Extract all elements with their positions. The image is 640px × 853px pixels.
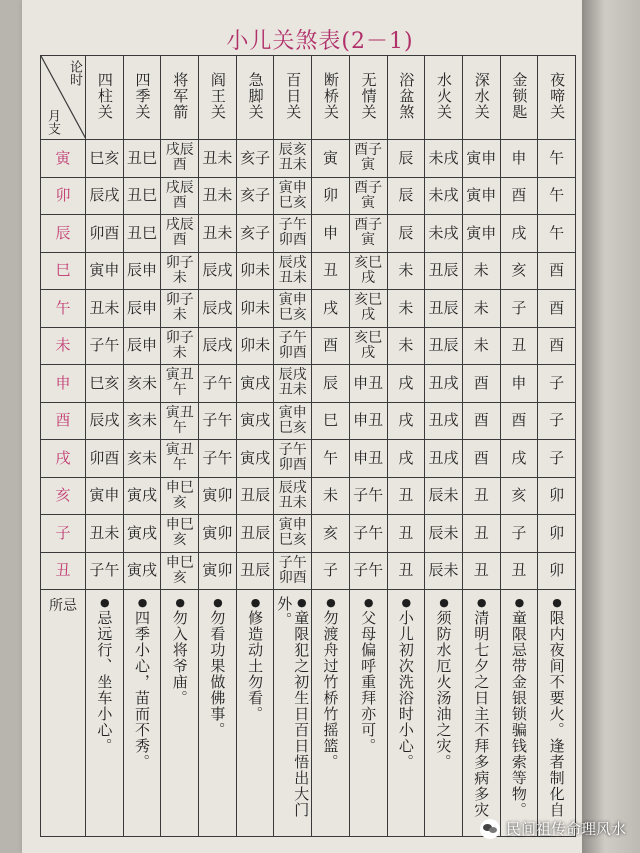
note-text <box>435 596 453 826</box>
month-branch: 未 <box>41 327 86 365</box>
table-cell: 酉子寅 <box>349 140 387 178</box>
table-cell: 亥未 <box>123 440 161 478</box>
table-row <box>41 177 576 215</box>
note-content: 四季小心，苗而不秀。 <box>133 610 152 770</box>
note-cell <box>199 590 237 837</box>
table-row <box>41 365 576 403</box>
note-cell <box>500 590 538 837</box>
table-cell: 丑 <box>462 515 500 553</box>
note-content: 勿渡舟过竹桥竹摇篮。 <box>321 610 340 770</box>
table-cell: 酉子寅 <box>349 215 387 253</box>
table-cell: 丑 <box>500 327 538 365</box>
table-cell: 丑巳 <box>123 140 161 178</box>
table-cell: 寅戌 <box>236 402 274 440</box>
table-cell: 寅申巳亥 <box>274 290 312 328</box>
table-cell: 午 <box>538 177 576 215</box>
table-cell: 未 <box>462 252 500 290</box>
table-cell: 未 <box>387 290 425 328</box>
month-branch: 午 <box>41 290 86 328</box>
table-cell: 戌 <box>500 215 538 253</box>
note-text <box>95 596 113 826</box>
table-cell: 子午 <box>199 440 237 478</box>
table-cell: 辰申 <box>123 327 161 365</box>
table-cell: 子午 <box>349 477 387 515</box>
table-cell: 子午卯酉 <box>274 215 312 253</box>
table-cell: 申巳亥 <box>161 552 199 590</box>
page-edge <box>582 0 640 853</box>
month-branch: 丑 <box>41 552 86 590</box>
column-header <box>349 56 387 140</box>
table-cell: 巳 <box>312 402 350 440</box>
table-cell: 寅丑午 <box>161 440 199 478</box>
table-cell: 酉 <box>500 177 538 215</box>
table-row <box>41 327 576 365</box>
table-cell: 子午 <box>349 515 387 553</box>
table-cell: 丑 <box>387 477 425 515</box>
table-cell: 子 <box>312 552 350 590</box>
table-cell: 丑巳 <box>123 177 161 215</box>
table-cell: 丑辰 <box>425 327 463 365</box>
column-header <box>425 56 463 140</box>
bullet-icon: ● <box>550 596 564 610</box>
column-header-label: 将军箭 <box>171 71 190 120</box>
bullet-icon: ● <box>437 596 451 610</box>
table-cell: 子 <box>538 365 576 403</box>
table-cell: 申 <box>500 365 538 403</box>
watermark <box>480 818 626 839</box>
table-cell: 戌 <box>387 365 425 403</box>
table-cell: 子午 <box>199 402 237 440</box>
table-cell: 亥未 <box>123 365 161 403</box>
month-branch: 酉 <box>41 402 86 440</box>
column-header-label: 水火关 <box>435 71 454 120</box>
month-branch: 寅 <box>41 140 86 178</box>
table-row <box>41 402 576 440</box>
note-content: 限内夜间不要火。逢者制化自 <box>547 610 566 818</box>
bullet-icon: ● <box>98 596 112 610</box>
table-cell: 申丑 <box>349 440 387 478</box>
column-header <box>199 56 237 140</box>
table-cell: 丑戌 <box>425 402 463 440</box>
table-cell: 未戌 <box>425 140 463 178</box>
column-header-label: 阎王关 <box>208 71 227 120</box>
table-cell: 辰戌丑未 <box>274 477 312 515</box>
table-cell: 寅丑午 <box>161 402 199 440</box>
table-cell: 午 <box>538 140 576 178</box>
note-cell <box>387 590 425 837</box>
table-cell: 辰 <box>387 177 425 215</box>
bullet-icon: ● <box>399 596 413 610</box>
column-header <box>312 56 350 140</box>
table-cell: 亥未 <box>123 402 161 440</box>
table-cell: 辰戌 <box>199 290 237 328</box>
table-cell: 酉子寅 <box>349 177 387 215</box>
bullet-icon: ● <box>512 596 526 610</box>
table-cell: 丑未 <box>86 290 124 328</box>
note-text <box>246 596 264 826</box>
bullet-icon: ● <box>475 596 489 610</box>
table-cell: 申巳亥 <box>161 477 199 515</box>
table-cell: 辰申 <box>123 290 161 328</box>
column-header <box>86 56 124 140</box>
table-cell: 亥 <box>312 515 350 553</box>
month-branch: 戌 <box>41 440 86 478</box>
column-header <box>500 56 538 140</box>
table-cell: 酉 <box>462 402 500 440</box>
table-cell: 卯子未 <box>161 252 199 290</box>
table-cell: 酉 <box>500 402 538 440</box>
note-content: 小儿初次洗浴时小心。 <box>396 610 415 770</box>
table-cell: 辰戌丑未 <box>274 365 312 403</box>
watermark-text: 民间祖传命理风水 <box>505 820 626 838</box>
bullet-icon: ● <box>211 596 225 610</box>
table-cell: 戌辰酉 <box>161 177 199 215</box>
wechat-icon <box>480 819 500 839</box>
bullet-icon: ● <box>295 596 309 610</box>
table-cell: 巳亥 <box>86 365 124 403</box>
column-header-label: 四季关 <box>133 71 152 120</box>
table-row <box>41 252 576 290</box>
table-cell: 丑巳 <box>123 215 161 253</box>
note-text <box>133 596 151 826</box>
table-cell: 戌 <box>500 440 538 478</box>
table-cell: 丑 <box>500 552 538 590</box>
table-cell: 辰申 <box>123 252 161 290</box>
month-branch: 巳 <box>41 252 86 290</box>
column-header-label: 百日关 <box>284 71 303 120</box>
note-cell <box>86 590 124 837</box>
column-header <box>462 56 500 140</box>
table-cell: 酉 <box>538 290 576 328</box>
table-cell: 寅申 <box>86 477 124 515</box>
table-cell: 子 <box>538 440 576 478</box>
column-header <box>274 56 312 140</box>
note-cell <box>425 590 463 837</box>
column-header-label: 金锁匙 <box>510 71 529 120</box>
table-cell: 酉 <box>462 440 500 478</box>
note-text <box>397 596 415 826</box>
table-cell: 酉 <box>538 252 576 290</box>
note-text <box>321 596 339 826</box>
column-header-label: 无情关 <box>359 71 378 120</box>
bullet-icon: ● <box>362 596 376 610</box>
table-cell: 子午 <box>199 365 237 403</box>
note-text <box>171 596 189 826</box>
table-row <box>41 552 576 590</box>
note-text <box>208 596 226 826</box>
table-cell: 辰未 <box>425 477 463 515</box>
table-cell: 未 <box>387 327 425 365</box>
table-cell: 未 <box>462 327 500 365</box>
corner-top-label: 论时 <box>67 60 82 86</box>
table-cell: 丑未 <box>86 515 124 553</box>
column-header-label: 深水关 <box>472 71 491 120</box>
table-cell: 辰亥丑未 <box>274 140 312 178</box>
column-header <box>236 56 274 140</box>
notes-label: 所忌 <box>41 590 86 837</box>
table-cell: 寅申 <box>462 140 500 178</box>
note-cell <box>274 590 312 837</box>
table-cell: 未戌 <box>425 177 463 215</box>
table-row <box>41 515 576 553</box>
table-cell: 酉 <box>462 365 500 403</box>
table-row <box>41 477 576 515</box>
table-cell: 辰戌 <box>86 177 124 215</box>
table-cell: 辰 <box>387 215 425 253</box>
table-cell: 寅申 <box>462 177 500 215</box>
bullet-icon: ● <box>249 596 263 610</box>
table-cell: 戌 <box>387 440 425 478</box>
column-header <box>387 56 425 140</box>
table-cell: 丑 <box>462 477 500 515</box>
month-branch: 卯 <box>41 177 86 215</box>
table-cell: 未 <box>312 477 350 515</box>
table-cell: 未 <box>462 290 500 328</box>
table-cell: 戌辰酉 <box>161 215 199 253</box>
table-cell: 亥巳戌 <box>349 252 387 290</box>
note-text <box>472 596 490 826</box>
column-header <box>161 56 199 140</box>
note-text <box>548 596 566 826</box>
corner-bottom-label: 月支 <box>45 109 60 135</box>
table-cell: 辰未 <box>425 552 463 590</box>
table-cell: 卯子未 <box>161 290 199 328</box>
table-cell: 丑辰 <box>425 290 463 328</box>
table-title: 小儿关煞表(2－1) <box>226 29 414 54</box>
table-cell: 午 <box>312 440 350 478</box>
table-cell: 子 <box>538 402 576 440</box>
table-cell: 酉 <box>312 327 350 365</box>
table-cell: 寅戌 <box>123 515 161 553</box>
table-cell: 丑 <box>312 252 350 290</box>
table-cell: 子午卯酉 <box>274 440 312 478</box>
table-cell: 丑辰 <box>236 515 274 553</box>
note-cell <box>462 590 500 837</box>
table-cell: 亥子 <box>236 215 274 253</box>
table-cell: 申巳亥 <box>161 515 199 553</box>
table-cell: 寅申巳亥 <box>274 515 312 553</box>
table-cell: 寅申 <box>86 252 124 290</box>
table-cell: 卯酉 <box>86 440 124 478</box>
table-cell: 寅申巳亥 <box>274 402 312 440</box>
table-cell: 子午卯酉 <box>274 552 312 590</box>
note-cell <box>236 590 274 837</box>
table-cell: 丑 <box>387 515 425 553</box>
table-cell: 卯未 <box>236 252 274 290</box>
table-cell: 寅戌 <box>123 552 161 590</box>
table-cell: 寅卯 <box>199 515 237 553</box>
header-row <box>41 56 576 140</box>
table-cell: 寅卯 <box>199 477 237 515</box>
note-content: 勿看功果做佛事。 <box>208 610 227 738</box>
table-cell: 申 <box>312 215 350 253</box>
month-branch: 申 <box>41 365 86 403</box>
table-row <box>41 440 576 478</box>
table-cell: 卯 <box>312 177 350 215</box>
table-cell: 寅戌 <box>123 477 161 515</box>
note-content: 父母偏呼重拜亦可。 <box>359 610 378 754</box>
column-header-label: 四柱关 <box>95 71 114 120</box>
table-cell: 卯 <box>538 515 576 553</box>
table-cell: 辰戌丑未 <box>274 252 312 290</box>
notes-row <box>41 590 576 837</box>
bullet-icon: ● <box>173 596 187 610</box>
table-cell: 辰 <box>312 365 350 403</box>
note-text <box>359 596 377 826</box>
table-cell: 辰戌 <box>199 327 237 365</box>
table-cell: 丑 <box>387 552 425 590</box>
table-cell: 戌 <box>312 290 350 328</box>
table-cell: 子午 <box>86 552 124 590</box>
table-cell: 卯子未 <box>161 327 199 365</box>
table-cell: 辰未 <box>425 515 463 553</box>
note-cell <box>312 590 350 837</box>
table-cell: 辰戌 <box>199 252 237 290</box>
table-cell: 寅戌 <box>236 440 274 478</box>
note-content: 童限犯之初生日百日悟出大门外。 <box>275 596 311 818</box>
column-header-label: 急脚关 <box>246 71 265 120</box>
table-cell: 寅 <box>312 140 350 178</box>
table-cell: 寅丑午 <box>161 365 199 403</box>
table-cell: 酉 <box>538 327 576 365</box>
note-content: 修造动土勿看。 <box>246 610 265 722</box>
table-cell: 戌 <box>387 402 425 440</box>
table-cell: 丑辰 <box>425 252 463 290</box>
column-header <box>123 56 161 140</box>
table-cell: 丑戌 <box>425 365 463 403</box>
table-cell: 申 <box>500 140 538 178</box>
table-cell: 寅戌 <box>236 365 274 403</box>
table-cell: 丑辰 <box>236 477 274 515</box>
table-cell: 申丑 <box>349 402 387 440</box>
month-branch: 子 <box>41 515 86 553</box>
corner-cell <box>41 56 86 140</box>
note-content: 童限忌带金银锁骗钱索等物。 <box>509 610 528 818</box>
table-cell: 寅申巳亥 <box>274 177 312 215</box>
table-cell: 卯 <box>538 552 576 590</box>
note-content: 忌远行、坐车小心。 <box>95 610 114 754</box>
table-cell: 亥 <box>500 477 538 515</box>
note-content: 勿入将爷庙。 <box>170 610 189 706</box>
table-cell: 未 <box>387 252 425 290</box>
table-cell: 卯 <box>538 477 576 515</box>
table-cell: 丑辰 <box>236 552 274 590</box>
column-header-label: 断桥关 <box>321 71 340 120</box>
bullet-icon: ● <box>324 596 338 610</box>
table-cell: 午 <box>538 215 576 253</box>
table-cell: 寅申 <box>462 215 500 253</box>
table-cell: 子午卯酉 <box>274 327 312 365</box>
table-cell: 戌辰酉 <box>161 140 199 178</box>
note-cell <box>161 590 199 837</box>
table-cell: 子午 <box>349 552 387 590</box>
bullet-icon: ● <box>136 596 150 610</box>
table-cell: 亥巳戌 <box>349 327 387 365</box>
note-text <box>510 596 528 826</box>
table-cell: 子 <box>500 290 538 328</box>
column-header-label: 夜啼关 <box>548 71 567 120</box>
column-header-label: 浴盆煞 <box>397 71 416 120</box>
table-cell: 辰戌 <box>86 402 124 440</box>
table-row <box>41 140 576 178</box>
table-cell: 丑戌 <box>425 440 463 478</box>
month-branch: 亥 <box>41 477 86 515</box>
table-cell: 巳亥 <box>86 140 124 178</box>
month-branch: 辰 <box>41 215 86 253</box>
note-cell <box>349 590 387 837</box>
table-cell: 亥子 <box>236 140 274 178</box>
table-cell: 丑 <box>462 552 500 590</box>
table-cell: 卯未 <box>236 327 274 365</box>
table-cell: 未戌 <box>425 215 463 253</box>
table-cell: 子午 <box>86 327 124 365</box>
table-cell: 亥子 <box>236 177 274 215</box>
table-cell: 卯未 <box>236 290 274 328</box>
table-cell: 寅卯 <box>199 552 237 590</box>
table-cell: 卯酉 <box>86 215 124 253</box>
note-cell <box>538 590 576 837</box>
table-cell: 丑未 <box>199 215 237 253</box>
guansha-table <box>40 55 576 837</box>
table-cell: 丑未 <box>199 177 237 215</box>
table-cell: 申丑 <box>349 365 387 403</box>
note-content: 须防水厄火汤油之灾。 <box>434 610 453 770</box>
note-text <box>275 596 310 826</box>
column-header <box>538 56 576 140</box>
table-row <box>41 215 576 253</box>
table-cell: 亥 <box>500 252 538 290</box>
table-cell: 辰 <box>387 140 425 178</box>
table-row <box>41 290 576 328</box>
note-cell <box>123 590 161 837</box>
table-cell: 亥巳戌 <box>349 290 387 328</box>
table-cell: 丑未 <box>199 140 237 178</box>
table-cell: 子 <box>500 515 538 553</box>
note-content: 清明七夕之日主不拜多病多灾 <box>472 610 491 818</box>
